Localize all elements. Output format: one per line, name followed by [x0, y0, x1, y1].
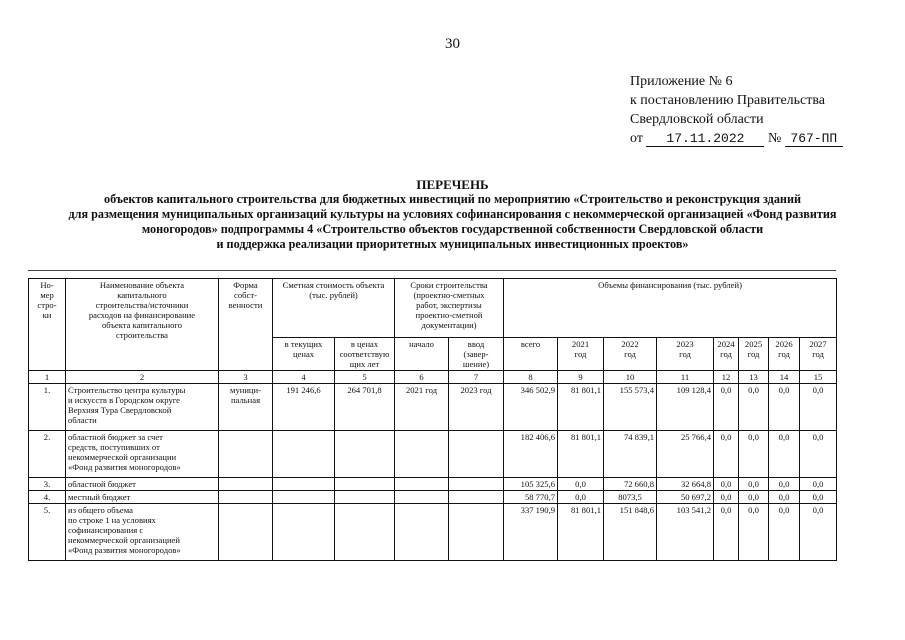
column-number: 9: [558, 371, 604, 384]
column-number: 8: [504, 371, 558, 384]
row-2021: 0,0: [558, 478, 604, 491]
table-row: [29, 504, 837, 561]
appendix-title: Приложение № 6: [630, 74, 733, 89]
title-divider: [28, 270, 836, 271]
row-number: 5.: [29, 504, 66, 561]
header-start: начало: [395, 338, 449, 371]
table-row: [29, 431, 837, 478]
column-number: 2: [66, 371, 219, 384]
header-2025: 2025 год: [739, 338, 769, 371]
row-2025: 0,0: [739, 504, 769, 561]
row-2027: 0,0: [800, 504, 837, 561]
row-total: 337 190,9: [504, 504, 558, 561]
row-ownership: [219, 504, 273, 561]
objects-table: [28, 278, 837, 561]
table-row: [29, 384, 837, 431]
column-number: 5: [335, 371, 395, 384]
appendix-block: [630, 72, 843, 148]
row-2021: 0,0: [558, 491, 604, 504]
row-current-prices: [273, 431, 335, 478]
row-2021: 81 801,1: [558, 431, 604, 478]
row-total: 346 502,9: [504, 384, 558, 431]
header-ownership: Форма собст- венности: [219, 279, 273, 371]
row-name: Строительство центра культуры и искусств в Городском округе Верхняя Тура Свердловской области: [66, 384, 219, 431]
row-start: [395, 491, 449, 504]
row-2021: 81 801,1: [558, 504, 604, 561]
column-number: 10: [604, 371, 657, 384]
row-2022: 8073,5: [604, 491, 657, 504]
from-label: от: [630, 131, 643, 146]
row-corresponding-prices: 264 701,8: [335, 384, 395, 431]
row-name: из общего объема по строке 1 на условиях софинансирования с некоммерческой организацией «Фонд развития моногородов»: [66, 504, 219, 561]
column-number-row: [29, 371, 837, 384]
row-name: областной бюджет: [66, 478, 219, 491]
document-title: [20, 177, 885, 252]
row-2022: 74 839,1: [604, 431, 657, 478]
row-2026: 0,0: [769, 384, 800, 431]
row-2025: 0,0: [739, 431, 769, 478]
row-end: 2023 год: [449, 384, 504, 431]
column-number: 1: [29, 371, 66, 384]
column-number: 3: [219, 371, 273, 384]
column-number: 6: [395, 371, 449, 384]
row-2021: 81 801,1: [558, 384, 604, 431]
table-row: [29, 491, 837, 504]
row-number: 2.: [29, 431, 66, 478]
title-line-3: моногородов» подпрограммы 4 «Строительство объектов государственной собственности Свердловской области: [141, 222, 764, 236]
column-number: 4: [273, 371, 335, 384]
row-2026: 0,0: [769, 491, 800, 504]
appendix-line-3: Свердловской области: [630, 112, 764, 127]
row-current-prices: [273, 504, 335, 561]
row-start: [395, 504, 449, 561]
row-2023: 109 128,4: [657, 384, 714, 431]
row-start: 2021 год: [395, 384, 449, 431]
row-2022: 151 848,6: [604, 504, 657, 561]
row-2022: 72 660,8: [604, 478, 657, 491]
row-2024: 0,0: [714, 504, 739, 561]
appendix-date-line: [630, 129, 843, 148]
title-line-2: для размещения муниципальных организаций культуры на условиях софинансирования с некоммерческой организацией «Фонд развития: [68, 207, 837, 221]
row-2024: 0,0: [714, 491, 739, 504]
row-ownership: [219, 491, 273, 504]
column-number: 7: [449, 371, 504, 384]
header-2026: 2026 год: [769, 338, 800, 371]
row-2023: 103 541,2: [657, 504, 714, 561]
row-ownership: [219, 431, 273, 478]
row-current-prices: [273, 491, 335, 504]
header-2021: 2021 год: [558, 338, 604, 371]
table-row: [29, 478, 837, 491]
row-2024: 0,0: [714, 384, 739, 431]
title-line-4: и поддержка реализации приоритетных муниципальных инвестиционных проектов»: [216, 237, 689, 251]
header-current-prices: в текущих ценах: [273, 338, 335, 371]
row-2025: 0,0: [739, 491, 769, 504]
row-current-prices: [273, 478, 335, 491]
row-2026: 0,0: [769, 431, 800, 478]
row-total: 182 406,6: [504, 431, 558, 478]
row-2025: 0,0: [739, 478, 769, 491]
row-2026: 0,0: [769, 478, 800, 491]
row-total: 105 325,6: [504, 478, 558, 491]
row-2027: 0,0: [800, 431, 837, 478]
header-construction-terms: Сроки строительства (проектно-сметных работ, экспертизы проектно-сметной документации): [395, 279, 504, 338]
row-2023: 32 664,8: [657, 478, 714, 491]
row-end: [449, 504, 504, 561]
row-ownership: муници- пальная: [219, 384, 273, 431]
number-label: №: [767, 131, 782, 146]
header-object-name: Наименование объекта капитального строительства/источники расходов на финансирование объекта капитального строительства: [66, 279, 219, 371]
header-end: ввод (завер- шение): [449, 338, 504, 371]
row-2027: 0,0: [800, 384, 837, 431]
row-ownership: [219, 478, 273, 491]
row-number: 1.: [29, 384, 66, 431]
row-start: [395, 431, 449, 478]
header-2027: 2027 год: [800, 338, 837, 371]
row-2026: 0,0: [769, 504, 800, 561]
row-end: [449, 431, 504, 478]
row-corresponding-prices: [335, 504, 395, 561]
row-end: [449, 491, 504, 504]
resolution-date: 17.11.2022: [646, 131, 764, 147]
row-name: областной бюджет за счет средств, поступивших от некоммерческой организации «Фонд развития моногородов»: [66, 431, 219, 478]
row-current-prices: 191 246,6: [273, 384, 335, 431]
row-corresponding-prices: [335, 431, 395, 478]
row-2027: 0,0: [800, 491, 837, 504]
row-corresponding-prices: [335, 491, 395, 504]
header-2023: 2023 год: [657, 338, 714, 371]
title-line-1: объектов капитального строительства для бюджетных инвестиций по мероприятию «Строительство и реконструкция зданий: [103, 192, 801, 206]
row-2025: 0,0: [739, 384, 769, 431]
column-number: 15: [800, 371, 837, 384]
header-funding-volumes: Объемы финансирования (тыс. рублей): [504, 279, 837, 338]
row-2027: 0,0: [800, 478, 837, 491]
column-number: 12: [714, 371, 739, 384]
header-2022: 2022 год: [604, 338, 657, 371]
row-2023: 25 766,4: [657, 431, 714, 478]
title-heading: ПЕРЕЧЕНЬ: [416, 177, 489, 192]
row-2024: 0,0: [714, 478, 739, 491]
page-number: 30: [445, 36, 460, 52]
row-start: [395, 478, 449, 491]
row-number: 3.: [29, 478, 66, 491]
header-estimated-cost: Сметная стоимость объекта (тыс. рублей): [273, 279, 395, 338]
resolution-number: 767-ПП: [785, 131, 843, 147]
row-2024: 0,0: [714, 431, 739, 478]
row-corresponding-prices: [335, 478, 395, 491]
header-2024: 2024 год: [714, 338, 739, 371]
header-row-number: Но- мер стро- ки: [29, 279, 66, 371]
row-total: 58 770,7: [504, 491, 558, 504]
appendix-line-2: к постановлению Правительства: [630, 93, 826, 108]
column-number: 14: [769, 371, 800, 384]
header-corresponding-prices: в ценах соответствую щих лет: [335, 338, 395, 371]
column-number: 11: [657, 371, 714, 384]
column-number: 13: [739, 371, 769, 384]
row-number: 4.: [29, 491, 66, 504]
header-total: всего: [504, 338, 558, 371]
row-end: [449, 478, 504, 491]
row-2023: 50 697,2: [657, 491, 714, 504]
row-2022: 155 573,4: [604, 384, 657, 431]
row-name: местный бюджет: [66, 491, 219, 504]
